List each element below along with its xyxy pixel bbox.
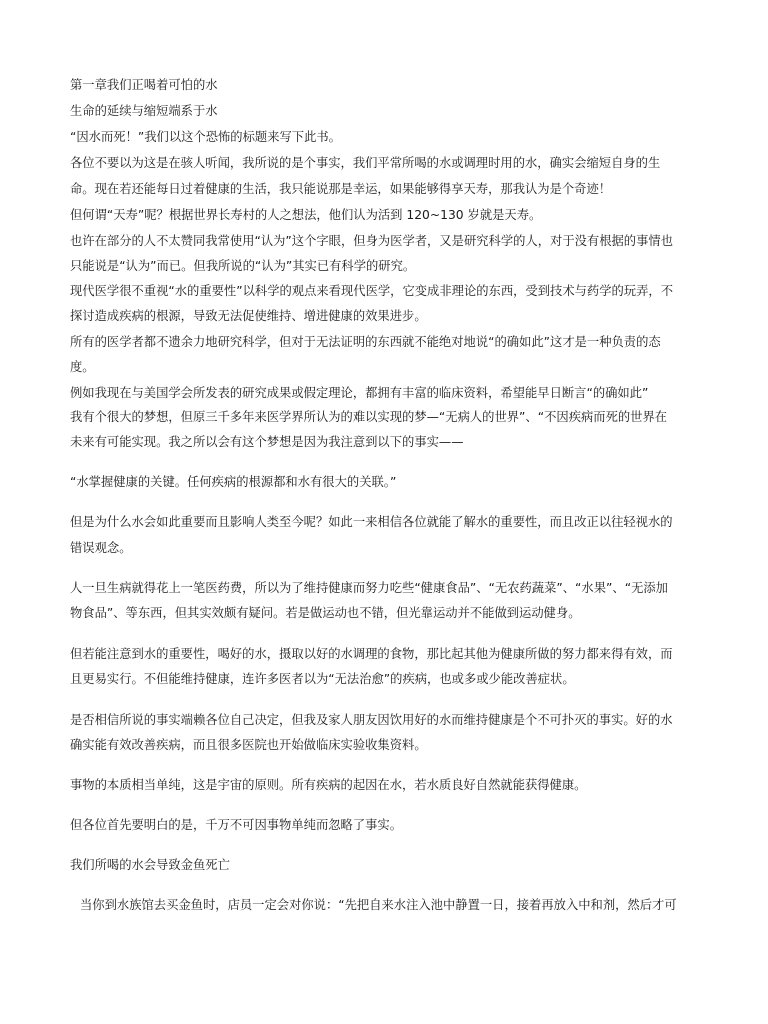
paragraph-line: 是否相信所说的事实端赖各位自己决定，但我及家人朋友因饮用好的水而维持健康是个不可扑灭的事实。好的水 — [70, 713, 673, 727]
paragraph-line: 所有的医学者都不遗余力地研究科学，但对于无法证明的东西就不能绝对地说“的确如此”这才是一种负责的态 — [70, 335, 661, 349]
paragraph-line: 未来有可能实现。我之所以会有这个梦想是因为我注意到以下的事实—— — [70, 435, 464, 449]
paragraph-line: 也许在部分的人不太赞同我常使用“认为”这个字眼，但身为医学者，又是研究科学的人，对于没有根据的事情也 — [70, 234, 673, 248]
paragraph-line: 确实能有效改善疾病，而且很多医院也开始做临床实验收集资料。 — [70, 738, 427, 752]
chapter-title: 第一章我们正喝着可怕的水 — [70, 78, 218, 92]
paragraph-line: 但各位首先要明白的是，千万不可因事物单纯而忽略了事实。 — [70, 818, 403, 832]
paragraph-line: 但何谓“天寿”呢？根据世界长寿村的人之想法，他们认为活到 120~130 岁就是天寿。 — [70, 208, 542, 222]
paragraph-line: 且更易实行。不但能维持健康，连许多医者以为“无法治愈”的疾病，也或多或少能改善症状。 — [70, 672, 575, 686]
paragraph-line: 例如我现在与美国学会所发表的研究成果或假定理论，都拥有丰富的临床资料，希望能早日断言“的确如此” — [70, 386, 649, 400]
paragraph-line: 当你到水族馆去买金鱼时，店员一定会对你说：“先把自来水注入池中静置一日，接着再放入中和剂，然后才可 — [80, 898, 677, 912]
paragraph-line: 事物的本质相当单纯，这是宇宙的原则。所有疾病的起因在水，若水质良好自然就能获得健康。 — [70, 778, 587, 792]
paragraph-line: 度。 — [70, 360, 95, 374]
paragraph-line: 物食品”、等东西，但其实效颇有疑问。若是做运动也不错，但光靠运动并不能做到运动健身。 — [70, 606, 581, 620]
paragraph-line: 命。现在若还能每日过着健康的生活，我只能说那是幸运，如果能够得享天寿，那我认为是个奇迹！ — [70, 182, 612, 196]
paragraph-line: 但是为什么水会如此重要而且影响人类至今呢？如此一来相信各位就能了解水的重要性，而且改正以往轻视水的 — [70, 515, 673, 529]
section-title: 生命的延续与缩短端系于水 — [70, 104, 218, 118]
paragraph-line: 错误观念。 — [70, 541, 132, 555]
paragraph-line: 我有个很大的梦想，但原三千多年来医学界所认为的难以实现的梦—“无病人的世界”、“不因疾病而死的世界在 — [70, 410, 668, 424]
paragraph-line: 各位不要以为这是在骇人听闻，我所说的是个事实，我们平常所喝的水或调理时用的水，确实会缩短自身的生 — [70, 156, 661, 170]
subsection-title: 我们所喝的水会导致金鱼死亡 — [70, 858, 230, 872]
paragraph-line: 现代医学很不重视“水的重要性”以科学的观点来看现代医学，它变成非理论的东西，受到技术与药学的玩弄，不 — [70, 284, 673, 298]
paragraph-line: 但若能注意到水的重要性，喝好的水，摄取以好的水调理的食物，那比起其他为健康所做的努力都来得有效，而 — [70, 647, 673, 661]
paragraph-line: “因水而死！”我们以这个恐怖的标题来写下此书。 — [70, 130, 341, 144]
paragraph-line: 只能说是“认为”而已。但我所说的“认为”其实已有科学的研究。 — [70, 259, 416, 273]
paragraph-line: 探讨造成疾病的根源，导致无法促使维持、增进健康的效果进步。 — [70, 309, 427, 323]
paragraph-line: 人一旦生病就得花上一笔医药费，所以为了维持健康而努力吃些“健康食品”、“无农药蔬菜”、“水果”、“无添加 — [70, 581, 668, 595]
quote-line: “水掌握健康的关键。任何疾病的根源都和水有很大的关联。” — [70, 475, 397, 489]
